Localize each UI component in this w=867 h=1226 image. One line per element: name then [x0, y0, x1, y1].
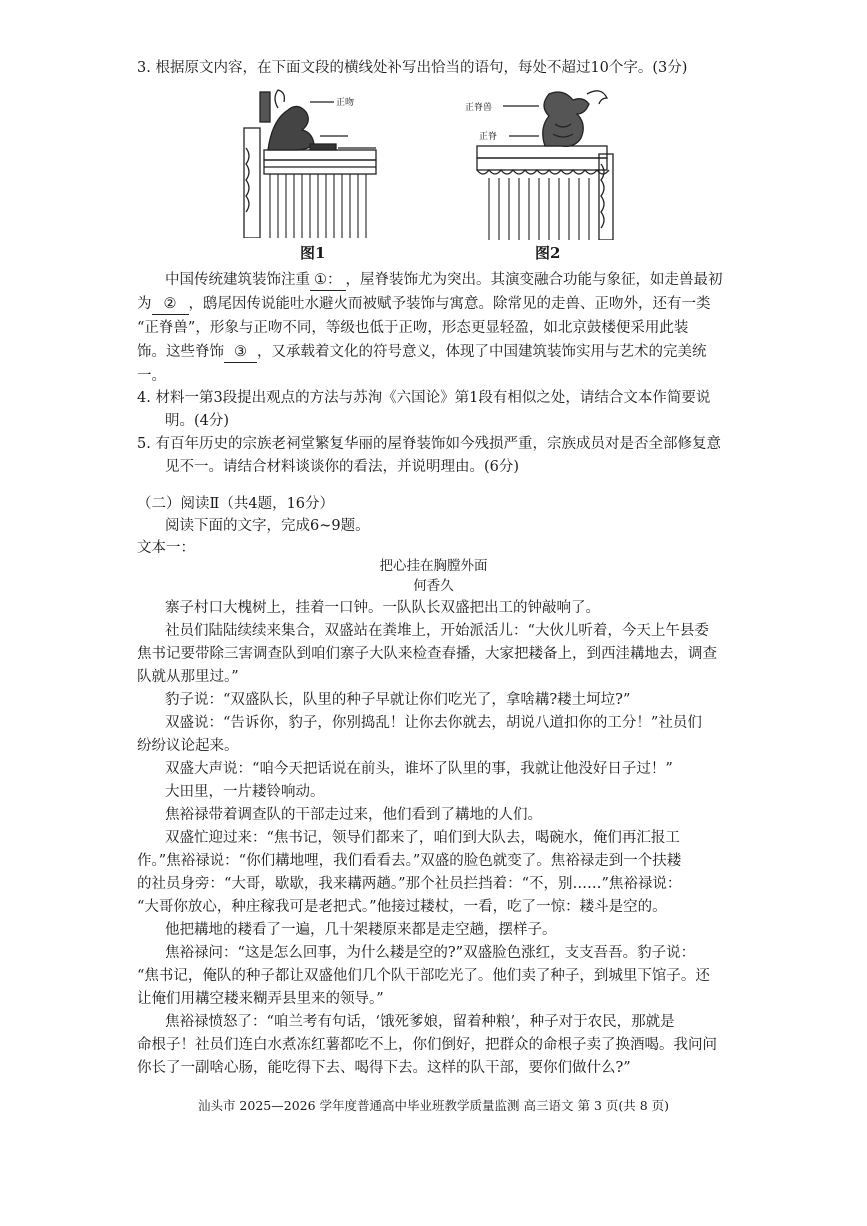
section-instruction: 阅读下面的文字，完成6~9题。: [165, 518, 370, 534]
q4-line-2: 明。(4分): [165, 413, 230, 429]
page-footer: 汕头市 2025—2026 学年度普通高中毕业班教学质量监测 高三语文 第 3 页(共 8 页): [197, 1098, 670, 1113]
figure-2-caption: 图2: [535, 244, 561, 262]
section-heading: （二）阅读Ⅱ（共4题，16分）: [137, 496, 335, 512]
q3-passage-line-4: [137, 342, 707, 363]
figure-1-label-zhengwen: 正吻: [336, 98, 355, 108]
story-line: 让俺们用耩空耧来糊弄县里来的领导。”: [137, 991, 384, 1007]
passage-text: 为: [137, 296, 152, 312]
passage-text: ，又承载着文化的符号意义，体现了中国建筑装饰实用与艺术的完美统: [257, 344, 707, 360]
blank-2: ②: [152, 294, 189, 315]
story-line: 豹子说：“双盛队长，队里的种子早就让你们吃光了，拿啥耩?耧土坷垃?”: [165, 692, 631, 708]
story-line: 双盛忙迎过来：“焦书记，领导们都来了，咱们到大队去，喝碗水，俺们再汇报工: [165, 830, 680, 846]
story-line: 大田里，一片耧铃响动。: [165, 784, 325, 800]
story-line: 纷纷议论起来。: [137, 738, 239, 754]
story-line: 作。”焦裕禄说：“你们耩地哩，我们看看去。”双盛的脸色就变了。焦裕禄走到一个扶耧: [137, 853, 682, 869]
passage-text: ，鸱尾因传说能吐水避火而被赋予装饰与寓意。除常见的走兽、正吻外，还有一类: [188, 296, 711, 312]
story-line: “大哥你放心，种庄稼我可是老把式。”他接过耧杖，一看，吃了一惊：耧斗是空的。: [137, 899, 667, 915]
q3-passage-line-5: 一。: [137, 368, 166, 384]
story-line: “焦书记，俺队的种子都让双盛他们几个队干部吃光了。他们卖了种子，到城里下馆子。还: [137, 968, 710, 984]
story-line: 队就从那里过。”: [137, 669, 239, 685]
q5-line-1: 5. 有百年历史的宗族老祠堂繁复华丽的屋脊装饰如今残损严重，宗族成员对是否全部修复意: [137, 436, 721, 452]
story-line: 焦裕禄愤怒了：“咱兰考有句话，‘饿死爹娘，留着种粮’，种子对于农民，那就是: [165, 1014, 675, 1030]
q3-passage-line-3: “正脊兽”，形象与正吻不同，等级也低于正吻，形态更显轻盈，如北京鼓楼便采用此装: [137, 320, 689, 336]
q3-passage-line-2: [137, 294, 711, 315]
q3-title: 3. 根据原文内容，在下面文段的横线处补写出恰当的语句，每处不超过10个字。(3分): [137, 60, 688, 76]
story-line: 双盛大声说：“咱今天把话说在前头，谁坏了队里的事，我就让他没好日子过！”: [165, 761, 673, 777]
blank-1: ①：: [310, 270, 346, 291]
figure-1-caption: 图1: [300, 244, 326, 262]
q4-line-1: 4. 材料一第3段提出观点的方法与苏洵《六国论》第1段有相似之处，请结合文本作简要说: [137, 390, 711, 406]
q5-line-2: 见不一。请结合材料谈谈你的看法，并说明理由。(6分): [165, 459, 520, 475]
passage-text: 中国传统建筑装饰注重: [165, 272, 310, 288]
story-line: 他把耩地的耧看了一遍，几十架耧原来都是走空趟，摆样子。: [165, 922, 557, 938]
text-label: 文本一：: [137, 540, 195, 556]
passage-text: 饰。这些脊饰: [137, 344, 224, 360]
roof-ornament-illustration-2: [465, 84, 620, 240]
story-line: 社员们陆陆续续来集合，双盛站在粪堆上，开始派活儿：“大伙儿听着，今天上午县委: [165, 623, 709, 639]
figure-2-label-ridge-beast: 正脊兽: [465, 103, 493, 113]
blank-3: ③: [224, 342, 257, 363]
passage-text: ，屋脊装饰尤为突出。其演变融合功能与象征，如走兽最初: [345, 272, 723, 288]
roof-ornament-illustration-1: [238, 88, 384, 238]
story-line: 寨子村口大槐树上，挂着一口钟。一队队长双盛把出工的钟敲响了。: [165, 600, 600, 616]
story-line: 命根子！社员们连白水煮冻红薯都吃不上，你们倒好，把群众的命根子卖了换酒喝。我问问: [137, 1037, 717, 1053]
story-line: 你长了一副啥心肠，能吃得下去、喝得下去。这样的队干部，要你们做什么?”: [137, 1060, 631, 1076]
figure-2: [465, 84, 620, 240]
story-title: 把心挂在胸膛外面: [379, 558, 488, 574]
story-line: 焦书记要带除三害调查队到咱们寨子大队来检查春播，大家把耧备上，到西洼耩地去，调查: [137, 646, 717, 662]
q3-passage-line-1: [165, 270, 723, 291]
story-line: 焦裕禄带着调查队的干部走过来，他们看到了耩地的人们。: [165, 807, 542, 823]
figure-1: [238, 88, 384, 238]
story-line: 焦裕禄问：“这是怎么回事，为什么耧是空的?”双盛脸色涨红，支支吾吾。豹子说：: [165, 945, 696, 961]
figure-2-label-ridge: 正脊: [479, 132, 498, 142]
story-line: 双盛说：“告诉你，豹子，你别捣乱！让你去你就去，胡说八道扣你的工分！”社员们: [165, 715, 702, 731]
story-author: 何香久: [413, 578, 454, 594]
story-line: 的社员身旁：“大哥，歇歇，我来耩两趟。”那个社员拦挡着：“不，别……”焦裕禄说：: [137, 876, 682, 892]
